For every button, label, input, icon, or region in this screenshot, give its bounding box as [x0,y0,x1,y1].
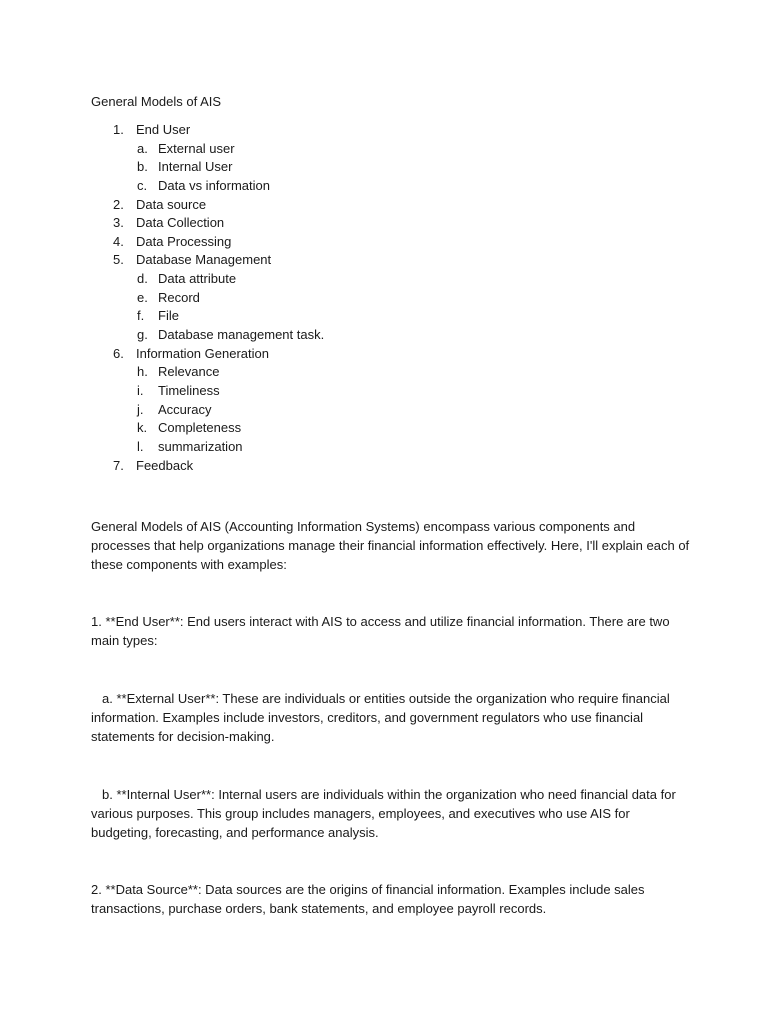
outline-marker: j. [137,401,144,417]
outline-subitem [0,382,768,401]
outline-text: End User [136,122,191,137]
outline-marker: i. [137,382,144,398]
outline-subitem [0,158,768,177]
outline-text: summarization [158,438,243,454]
internal-user-paragraph: b. **Internal User**: Internal users are individuals within the organization who need financial data for various purposes. This group includes managers, employees, and executives who use AIS for budgeting, forecasting, and performance analysis. [91,787,676,841]
outline-text: Accuracy [158,401,212,417]
outline-subitem [0,419,768,438]
outline-text: Data Processing [136,233,232,249]
outline-subitem [0,326,768,345]
outline-subitem [0,270,768,289]
outline-subitem [0,140,768,159]
outline-marker: 6. [113,345,124,361]
end-user-paragraph: 1. **End User**: End users interact with AIS to access and utilize financial information. There are two main types: [91,614,670,649]
data-source-paragraph: 2. **Data Source**: Data sources are the origins of financial information. Examples include sales transactions, purchase orders, bank statements, and employee payroll records. [91,882,645,917]
outline-text: Data vs information [158,177,270,193]
outline-item [0,196,768,215]
document-title: General Models of AIS [91,94,222,109]
outline-marker: 4. [113,233,124,249]
outline-text: Database Management [136,252,272,268]
outline-text: Completeness [158,420,242,436]
outline-item [0,251,768,270]
outline-text: Timeliness [158,382,220,398]
outline-subitem [0,177,768,196]
intro-paragraph: General Models of AIS (Accounting Information Systems) encompass various components and processes that help organizations manage their financial information effectively. Here, I'll explain each of these components with examples: [91,519,690,573]
outline-marker: c. [137,177,148,193]
outline-text: Data attribute [158,271,237,287]
outline-subitem [0,307,768,326]
outline-marker: 5. [113,252,124,268]
outline-text: External user [158,140,235,156]
outline-text: Database management task. [158,327,325,343]
outline-marker: a. [137,140,148,156]
outline-text: File [158,308,179,324]
outline-text: Information Generation [136,345,269,361]
outline-subitem [0,401,768,420]
outline-marker: l. [137,438,144,454]
outline-item [0,214,768,233]
outline-marker: f. [137,308,145,324]
outline-marker: b. [137,159,148,175]
outline-marker: d. [137,271,148,287]
outline-subitem [0,363,768,382]
outline-subitem [0,289,768,308]
outline-subitem [0,438,768,457]
outline-text: Data Collection [136,215,225,231]
outline-marker: 2. [113,196,124,212]
outline-marker: 7. [113,457,124,473]
outline-marker: 3. [113,215,124,231]
outline-text: Relevance [158,364,220,380]
external-user-paragraph: a. **External User**: These are individuals or entities outside the organization who require financial information. Examples include investors, creditors, and government regulators who use financial statements for decision-making. [91,691,670,745]
outline-list [0,121,768,475]
outline-text: Internal User [158,159,233,175]
outline-text: Feedback [136,457,194,473]
outline-item [0,121,768,140]
outline-marker: g. [137,327,148,343]
outline-item [0,345,768,364]
outline-text: Record [158,289,200,305]
outline-item [0,233,768,252]
outline-text: Data source [136,196,207,212]
outline-marker: h. [137,364,148,380]
outline-item [0,457,768,476]
outline-marker: e. [137,289,148,305]
outline-marker: 1. [113,122,124,137]
outline-marker: k. [137,420,148,436]
